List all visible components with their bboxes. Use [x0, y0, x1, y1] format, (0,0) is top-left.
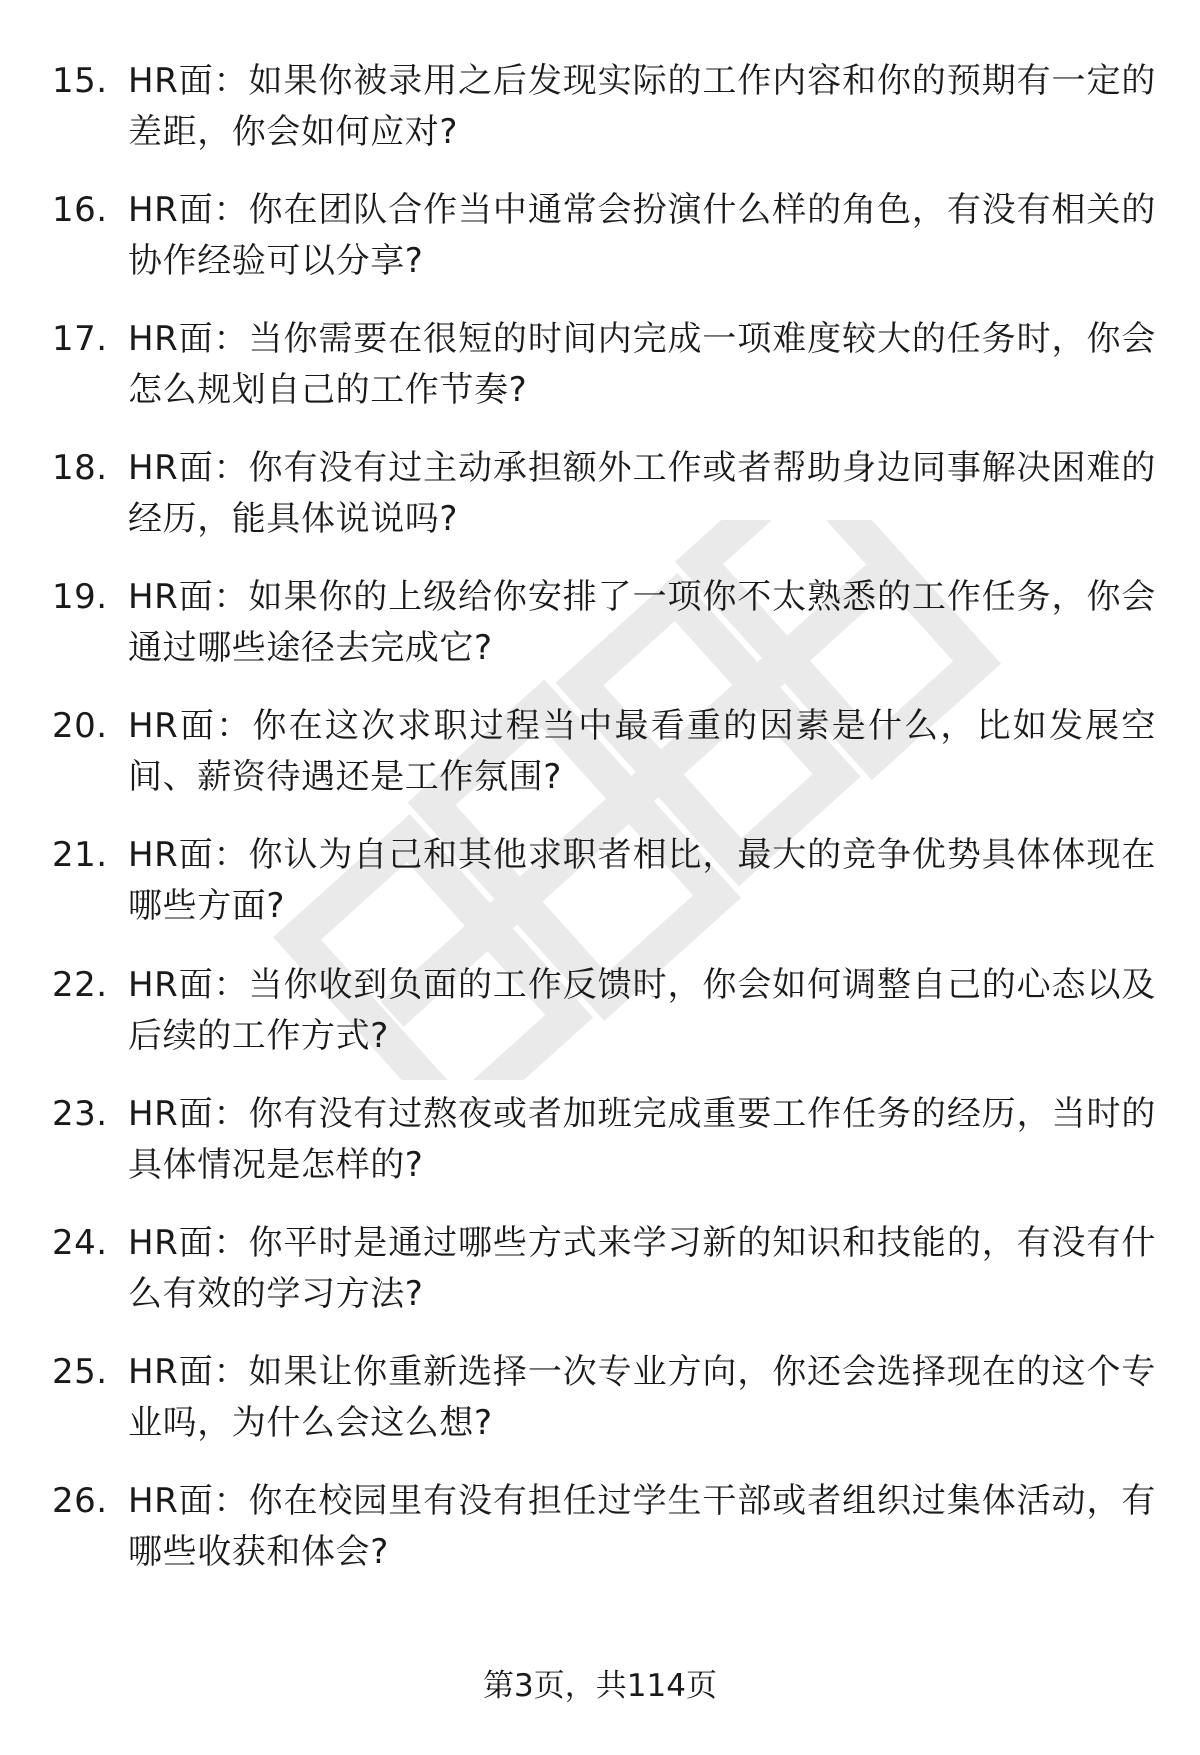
page-indicator: 第3页，共114页: [483, 1668, 717, 1704]
question-text: HR面：你平时是通过哪些方式来学习新的知识和技能的，有没有什么有效的学习方法?: [128, 1223, 1156, 1314]
question-number: 16.: [52, 190, 108, 230]
list-item: [0, 1089, 1200, 1199]
question-number: 18.: [52, 448, 108, 488]
question-number: 19.: [52, 577, 108, 617]
question-text: HR面：你在这次求职过程当中最看重的因素是什么，比如发展空间、薪资待遇还是工作氛围?: [128, 706, 1156, 797]
question-number: 24.: [52, 1223, 108, 1263]
question-text: HR面：你在团队合作当中通常会扮演什么样的角色，有没有相关的协作经验可以分享?: [128, 190, 1156, 281]
question-text: HR面：你有没有过主动承担额外工作或者帮助身边同事解决困难的经历，能具体说说吗?: [128, 448, 1156, 539]
list-item: [0, 314, 1200, 424]
question-text: HR面：如果你的上级给你安排了一项你不太熟悉的工作任务，你会通过哪些途径去完成它?: [128, 577, 1156, 668]
question-number: 23.: [52, 1094, 108, 1134]
question-number: 22.: [52, 965, 108, 1005]
list-item: [0, 701, 1200, 811]
question-text: HR面：你有没有过熬夜或者加班完成重要工作任务的经历，当时的具体情况是怎样的?: [128, 1094, 1156, 1185]
question-text: HR面：你认为自己和其他求职者相比，最大的竞争优势具体体现在哪些方面?: [128, 835, 1156, 926]
question-number: 17.: [52, 319, 108, 359]
list-item: [0, 1347, 1200, 1457]
question-number: 15.: [52, 61, 108, 101]
question-number: 26.: [52, 1481, 108, 1521]
list-item: [0, 830, 1200, 940]
question-text: HR面：当你收到负面的工作反馈时，你会如何调整自己的心态以及后续的工作方式?: [128, 965, 1156, 1056]
question-text: HR面：如果让你重新选择一次专业方向，你还会选择现在的这个专业吗，为什么会这么想?: [128, 1352, 1156, 1443]
question-text: HR面：如果你被录用之后发现实际的工作内容和你的预期有一定的差距，你会如何应对?: [128, 61, 1156, 152]
list-item: [0, 1476, 1200, 1586]
list-item: [0, 443, 1200, 553]
question-number: 25.: [52, 1352, 108, 1392]
list-item: [0, 960, 1200, 1070]
list-item: [0, 56, 1200, 166]
question-text: HR面：你在校园里有没有担任过学生干部或者组织过集体活动，有哪些收获和体会?: [128, 1481, 1156, 1572]
question-text: HR面：当你需要在很短的时间内完成一项难度较大的任务时，你会怎么规划自己的工作节奏?: [128, 319, 1156, 410]
list-item: [0, 1218, 1200, 1328]
list-item: [0, 185, 1200, 295]
list-item: [0, 572, 1200, 682]
question-number: 20.: [52, 706, 108, 746]
question-number: 21.: [52, 835, 108, 875]
